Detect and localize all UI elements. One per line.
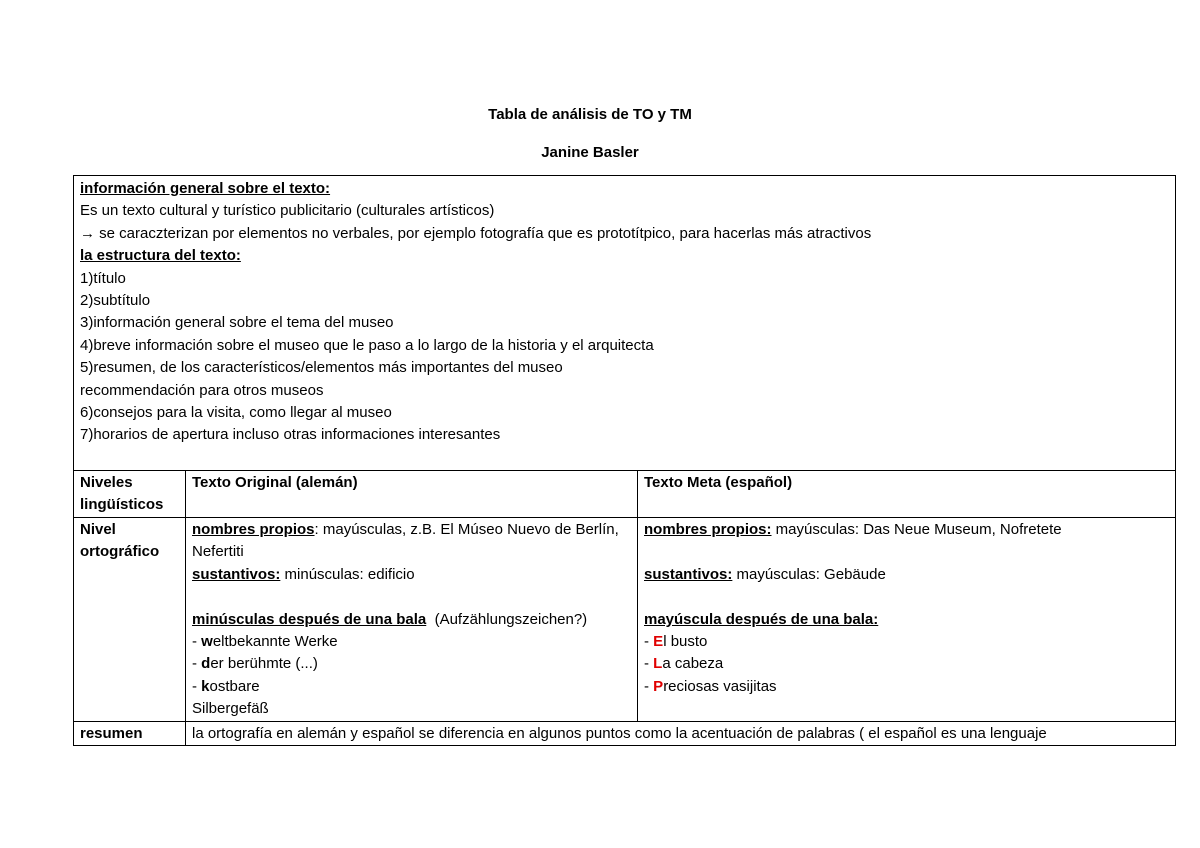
target-bullet-item (644, 676, 1169, 698)
target-nouns (644, 564, 1169, 586)
bullet-first-letter: P (653, 677, 664, 695)
summary-label (74, 721, 186, 745)
bullet-first-letter: L (653, 655, 663, 673)
header-source-text (186, 471, 638, 518)
header-source-text-label: Texto Original (alemán) (192, 474, 358, 491)
source-nouns (192, 564, 631, 586)
bullet-rest: a cabeza (662, 655, 724, 673)
structure-item: 2)subtítulo (80, 292, 151, 310)
structure-item: 3)información general sobre el tema del museo (80, 314, 394, 332)
general-info-line-2-text: se caraczterizan por elementos no verbales, por ejemplo fotografía que es prototítpico, para hacerlas más atractivos (95, 224, 872, 242)
structure-item: 6)consejos para la visita, como llegar al museo (80, 404, 392, 422)
source-proper-nouns (192, 519, 631, 564)
spacer (192, 586, 631, 608)
bullet-first-letter: E (653, 633, 664, 651)
header-levels-line-2: lingüísticos (80, 496, 164, 514)
arrow-icon: → (80, 224, 95, 242)
summary-label-text: resumen (80, 724, 143, 742)
document-title: Tabla de análisis de TO y TM (488, 106, 692, 123)
target-nouns-label: sustantivos: (644, 565, 733, 583)
general-info-line-2 (80, 223, 1169, 245)
source-bullet-item (192, 631, 631, 653)
target-nouns-text: mayúsculas: Gebäude (732, 565, 886, 583)
source-bullet-rule-label: minúsculas después de una bala (192, 610, 427, 628)
structure-item: recommendación para otros museos (80, 381, 324, 399)
bullet-dash: - (644, 633, 654, 651)
source-bullet-item (192, 676, 631, 698)
header-target-text-label: Texto Meta (español) (644, 474, 793, 491)
orthographic-source-cell (186, 518, 638, 722)
bullet-rest: reciosas vasijitas (663, 677, 777, 695)
structure-item: 5)resumen, de los característicos/elementos más importantes del museo (80, 359, 563, 377)
general-info-row (74, 176, 1176, 471)
bullet-rest: ostbare (209, 677, 260, 695)
target-proper-nouns (644, 519, 1169, 541)
bullet-rest: er berühmte (...) (210, 655, 318, 673)
structure-item: 7)horarios de apertura incluso otras informaciones interesantes (80, 426, 501, 444)
structure-heading: la estructura del texto: (80, 247, 241, 265)
orthographic-label (74, 518, 186, 722)
summary-cell (186, 721, 1176, 745)
bullet-dash: - (644, 677, 654, 695)
general-info-cell (74, 176, 1176, 471)
spacer (644, 586, 1169, 608)
target-proper-nouns-label: nombres propios: (644, 521, 772, 538)
target-bullet-rule-label: mayúscula después de una bala: (644, 610, 879, 628)
bullet-dash: - (192, 633, 202, 651)
source-last-line: Silbergefäß (192, 700, 269, 718)
header-levels-line-1: Niveles (80, 474, 133, 491)
structure-item: 1)título (80, 269, 126, 287)
header-levels (74, 471, 186, 518)
spacer (644, 541, 1169, 563)
source-proper-nouns-text: : mayúsculas, z.B. El Múseo Nuevo de Berlín, Nefertiti (192, 521, 619, 561)
general-info-heading: información general sobre el texto: (80, 180, 331, 197)
bullet-dash: - (192, 655, 202, 673)
source-proper-nouns-label: nombres propios (192, 521, 315, 538)
summary-row (74, 721, 1176, 745)
orthographic-label-line-2: ortográfico (80, 543, 160, 561)
target-proper-nouns-text: mayúsculas: Das Neue Museum, Nofretete (771, 521, 1062, 538)
bullet-first-letter: d (201, 655, 211, 673)
orthographic-target-cell (638, 518, 1176, 722)
source-nouns-label: sustantivos: (192, 565, 281, 583)
bullet-first-letter: w (201, 633, 213, 651)
source-bullet-rule (192, 609, 631, 631)
bullet-dash: - (644, 655, 654, 673)
bullet-rest: eltbekannte Werke (212, 633, 338, 651)
source-bullet-rule-text: (Aufzählungszeichen?) (426, 610, 588, 628)
structure-item: 4)breve información sobre el museo que le paso a lo largo de la historia y el arquitecta (80, 336, 654, 354)
orthographic-row (74, 518, 1176, 722)
target-bullet-item (644, 653, 1169, 675)
general-info-line-1: Es un texto cultural y turístico publicitario (culturales artísticos) (80, 202, 495, 220)
bullet-dash: - (192, 677, 202, 695)
analysis-table (73, 175, 1176, 746)
source-bullet-item (192, 653, 631, 675)
header-row (74, 471, 1176, 518)
source-nouns-text: minúsculas: edificio (280, 565, 415, 583)
bullet-first-letter: k (201, 677, 210, 695)
target-bullet-item (644, 631, 1169, 653)
summary-text: la ortografía en alemán y español se diferencia en algunos puntos como la acentuación de palabras ( el español es una lenguaje (192, 724, 1047, 742)
bullet-rest: l busto (663, 633, 708, 651)
orthographic-label-line-1: Nivel (80, 521, 116, 538)
document-author: Janine Basler (541, 144, 639, 161)
header-target-text (638, 471, 1176, 518)
